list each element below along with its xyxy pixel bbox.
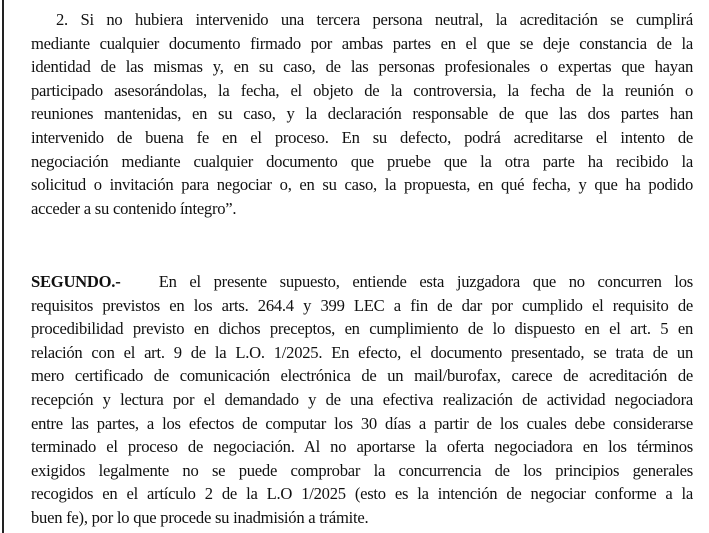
paragraph-segundo [31,270,693,530]
text-line: participado asesorándolas, la fecha, el objeto de la controversia, la fecha de la reunión o [31,80,693,100]
section-heading: SEGUNDO.- [31,272,121,291]
text-line: identidad de las mismas y, en su caso, de las personas profesionales o expertas que hayan [31,57,693,77]
text-line: exigidos legalmente no se puede comprobar la concurrencia de los principios generales [31,460,693,480]
text-line: recogidos en el artículo 2 de la L.O 1/2025 (esto es la intención de negociar conforme a la [31,484,693,504]
text-line: relación con el art. 9 de la L.O. 1/2025. En efecto, el documento presentado, se trata de un [31,342,693,362]
text-line: terminado el proceso de negociación. Al no aportarse la oferta negociadora en los términos [31,437,693,457]
left-margin-rule [2,0,4,533]
text-line: intervenido de buena fe en el proceso. En su defecto, podrá acreditarse el intento de [31,127,693,147]
text-line: 2. Si no hubiera intervenido una tercera persona neutral, la acreditación se cumplirá [56,10,693,29]
paragraph-quoted-article [31,8,693,220]
text-line: procedibilidad previsto en dichos preceptos, en cumplimiento de lo dispuesto en el art. 5 en [31,319,693,339]
text-line: buen fe), por lo que procede su inadmisión a trámite. [31,507,369,527]
text-line: recepción y lectura por el demandado y de una efectiva realización de actividad negociadora [31,389,693,409]
text-line [31,270,693,294]
text-line: negociación mediante cualquier documento que pruebe que la otra parte ha recibido la [31,151,693,171]
text-line: requisitos previstos en los arts. 264.4 y 399 LEC a fin de dar por cumplido el requisito de [31,295,693,315]
text-line: reuniones mantenidas, en su caso, y la declaración responsable de que las dos partes han [31,104,693,124]
text-line: acceder a su contenido íntegro”. [31,198,237,218]
text-span: En el presente supuesto, entiende esta juzgadora que no concurren los [158,272,693,291]
text-line: mediante cualquier documento firmado por ambas partes en el que se deje constancia de la [31,33,693,53]
text-line: entre las partes, a los efectos de computar los 30 días a partir de los cuales debe considerarse [31,413,693,433]
text-line: mero certificado de comunicación electrónica de un mail/burofax, carece de acreditación de [31,366,693,386]
text-line: solicitud o invitación para negociar o, en su caso, la propuesta, en qué fecha, y que ha podido [31,175,693,195]
